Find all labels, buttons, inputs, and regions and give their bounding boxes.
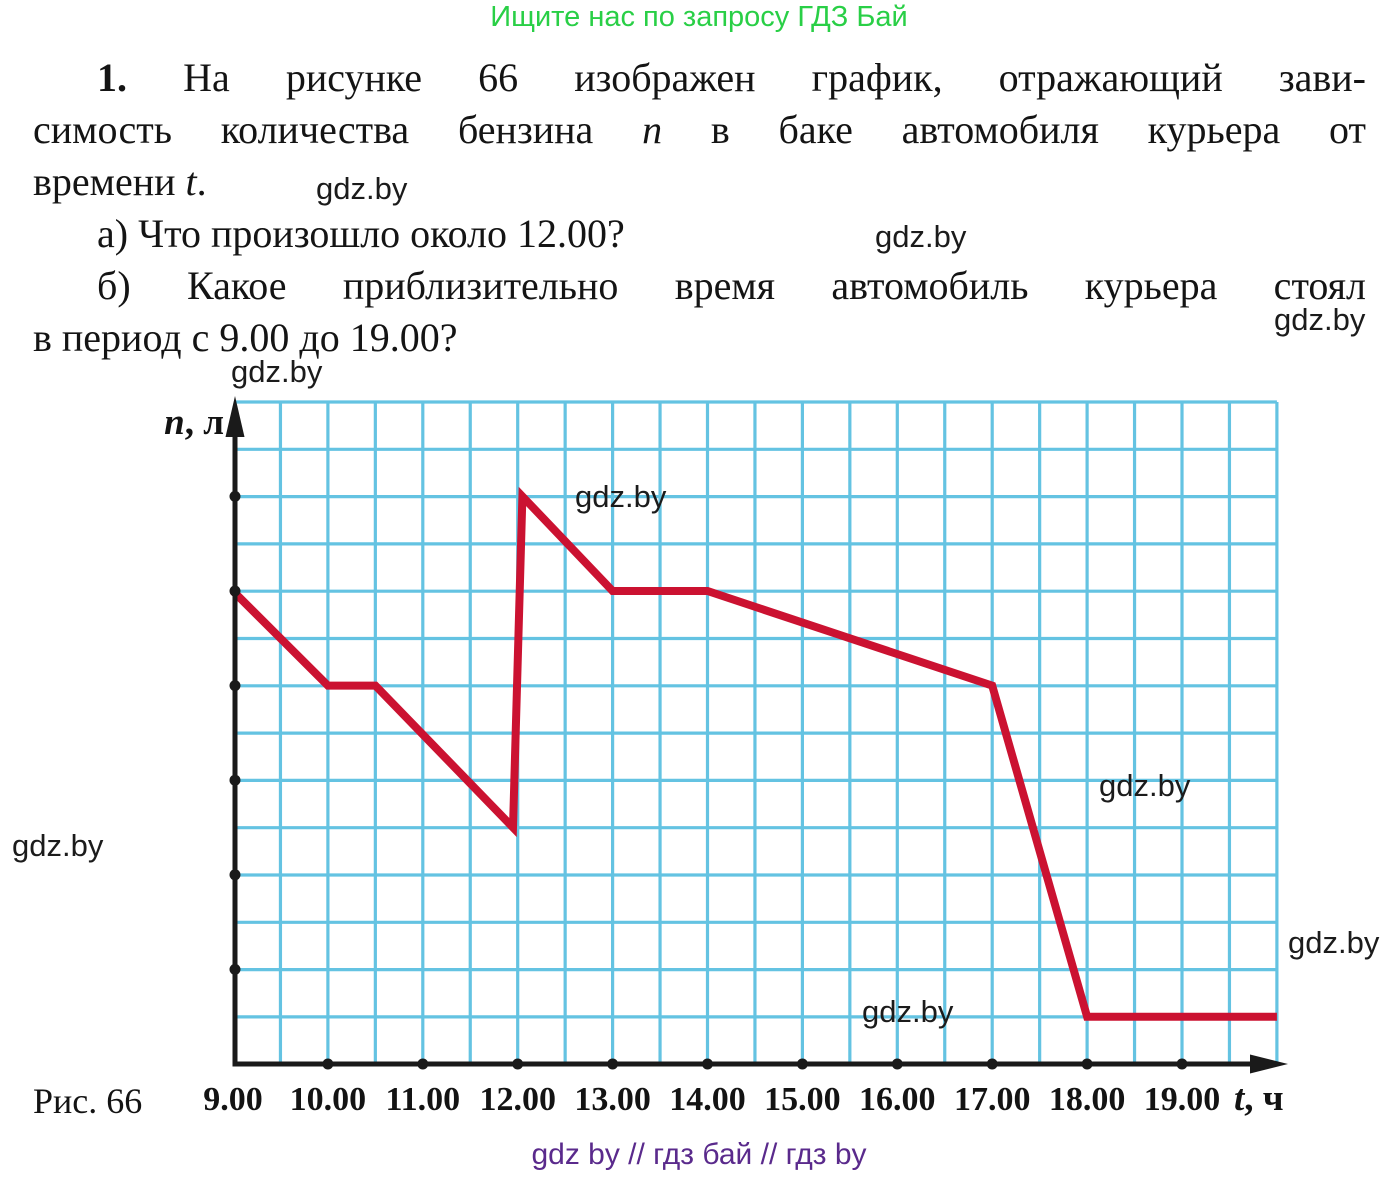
x-axis-tick-dot [1177,1059,1188,1070]
problem-line-text: симость количества бензина [33,107,643,152]
x-tick-label: 18.00 [1048,1081,1126,1118]
gdzby-watermark: gdz.by [12,828,104,863]
y-axis-tick-dot [230,491,241,502]
x-tick-label: 17.00 [953,1081,1031,1118]
gdzby-watermark: gdz.by [231,354,323,389]
x-axis-tick-dot [892,1059,903,1070]
x-axis-label: t, ч [1234,1078,1284,1119]
x-tick-label: 19.00 [1143,1081,1221,1118]
y-axis-tick-dot [230,680,241,691]
x-axis-arrow-icon [1250,1055,1288,1074]
problem-line-text: На рисунке 66 изображен график, отражающий зави- [183,55,1367,100]
x-axis-tick-dot [702,1059,713,1070]
problem-number: 1. [97,55,127,100]
x-axis-tick-dot [512,1059,523,1070]
x-tick-label: 9.00 [203,1081,263,1118]
x-axis-tick-dot [797,1059,808,1070]
y-axis-tick-dot [230,775,241,786]
y-axis-tick-dot [230,964,241,975]
math-variable-n: n [642,107,663,152]
x-axis-tick-dot [1082,1059,1093,1070]
gdzby-watermark: gdz.by [1274,302,1366,337]
x-tick-label: 16.00 [859,1081,936,1118]
problem-line-text: б) Какое приблизительно время автомобиль курьера стоял [97,263,1366,308]
math-variable-t: t [185,159,197,204]
x-tick-label: 13.00 [574,1081,651,1118]
gdzby-watermark: gdz.by [316,171,408,206]
promo-banner: Ищите нас по запросу ГДЗ Бай [490,1,908,33]
problem-line-text: а) Что произошло около 12.00? [97,211,625,256]
footer-watermark: gdz by // гдз бай // гдз by [531,1138,867,1171]
x-tick-label: 12.00 [479,1081,556,1118]
gdzby-watermark: gdz.by [1099,768,1191,803]
gdzby-watermark: gdz.by [875,219,967,254]
x-tick-labels [203,1081,1220,1118]
x-axis-tick-dot [417,1059,428,1070]
y-axis-label: n, л [164,402,224,443]
x-tick-label: 15.00 [764,1081,841,1118]
x-axis-tick-dot [607,1059,618,1070]
x-tick-label: 10.00 [289,1081,367,1118]
problem-line-text: . [196,159,207,204]
gdzby-watermark: gdz.by [862,994,954,1029]
x-axis-tick-dot [987,1059,998,1070]
y-axis-tick-dot [230,869,241,880]
problem-line-text: времени [33,159,186,204]
gdzby-watermark: gdz.by [1288,925,1380,960]
y-axis-tick-dot [230,586,241,597]
x-tick-label: 14.00 [669,1081,746,1118]
x-tick-label: 11.00 [385,1081,461,1118]
grid-lines [235,402,1277,1064]
figure-caption: Рис. 66 [33,1081,143,1121]
problem-line-text: в баке автомобиля курьера от [662,107,1366,152]
x-axis-tick-dot [322,1059,333,1070]
gdzby-watermark: gdz.by [575,479,667,514]
problem-line-text: в период с 9.00 до 19.00? [33,315,458,360]
